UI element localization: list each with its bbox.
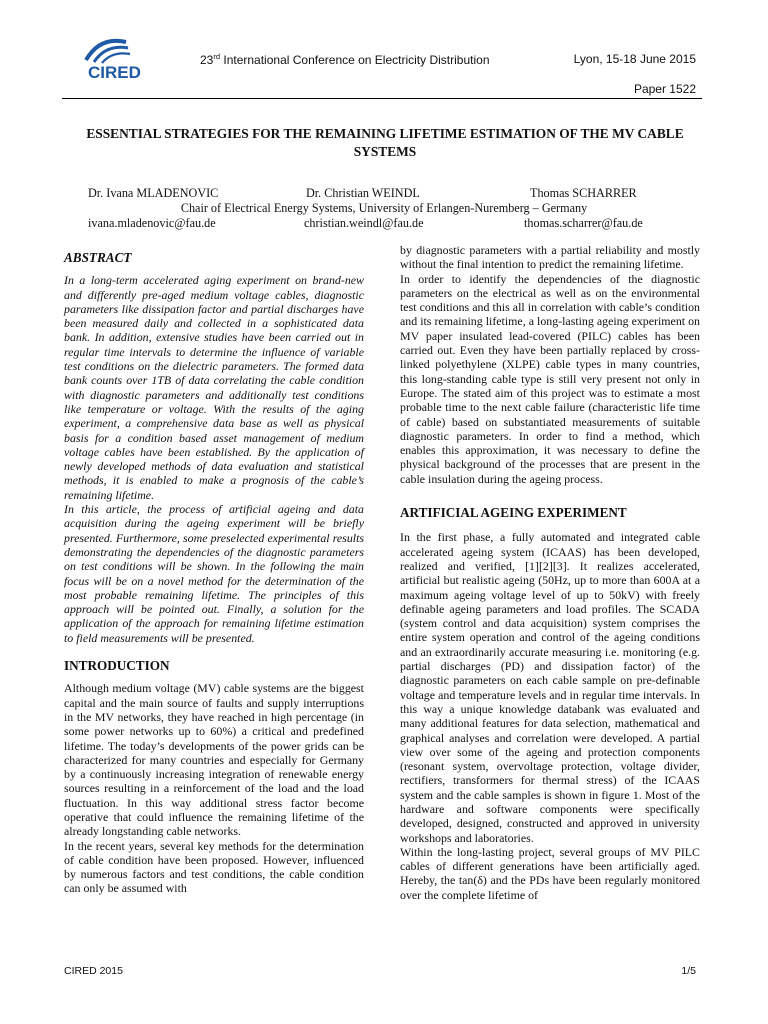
- introduction-paragraph: In the recent years, several key methods for the determination of cable condition have been proposed. However, influenced by numerous factors and test conditions, the cable condition can only be assumed with: [64, 838, 364, 896]
- conference-ordinal: 23: [200, 53, 214, 67]
- abstract-paragraph: In a long-term accelerated aging experiment on brand-new and differently pre-aged medium voltage cables, diagnostic parameters like dissipation factor and partial discharges have been measured daily and collected in a sophisticated data bank. In addition, extensive studies have been carried out in regular time intervals to determine the influence of variable test conditions on the dielectric parameters. The formed data bank counts over 1TB of data correlating the cable condition with diagnostic parameters and additionally test conditions like temperature or voltage. With the results of the aging experiment, a comprehensive data base as well as physical basis for a condition based asset management of medium voltage cables have been established. By the application of newly developed methods of data evaluation and statistical methods, it is enabled to make a prognosis of the cable’s remaining lifetime.: [64, 273, 364, 502]
- conference-ordinal-suffix: rd: [213, 52, 221, 61]
- conference-title: [200, 52, 490, 67]
- page-number: 1/5: [681, 965, 696, 977]
- author-email: thomas.scharrer@fau.de: [524, 216, 643, 230]
- conference-location-date: Lyon, 15-18 June 2015: [573, 52, 696, 66]
- introduction-heading: INTRODUCTION: [64, 658, 170, 674]
- introduction-paragraph: In order to identify the dependencies of the diagnostic parameters on the electrical as well as on the environmental test conditions and this all in correlation with cable’s condition and its remaining lifetime, a long-lasting ageing experiment on MV paper insulated lead-covered (PILC) cables has been carried out. Even they have been partially replaced by cross-linked polyethylene (XLPE) cable types in many countries, this long-standing cable type is still very present not only in Europe. The stated aim of this project was to estimate a most probable time to the next cable failure (characteristic life time of cable) based on substantiated measurements of suitable diagnostic parameters. In order to find a method, which enables this approximation, it was necessary to define the physical background of the processes that are present in the cable insulation during the ageing process.: [400, 271, 700, 486]
- introduction-paragraph: Although medium voltage (MV) cable systems are the biggest capital and the main source of faults and supply interruptions in the MV networks, they have reached in high percentage (in some power networks up to 60%) a critical and predefined lifetime. The today’s developments of the power grids can be characterized for many countries and especially for Germany by a continuously increasing integration of renewable energy sources resulting in a reinforcement of the load and the load fluctuation. In this way additional stress factor become operative that could influence the remaining lifetime of the already longstanding cable networks.: [64, 681, 364, 839]
- abstract-heading: ABSTRACT: [64, 250, 132, 265]
- author-email: ivana.mladenovic@fau.de: [88, 216, 216, 230]
- paper-title: ESSENTIAL STRATEGIES FOR THE REMAINING LIFETIME ESTIMATION OF THE MV CABLE SYSTEMS: [86, 126, 684, 159]
- conference-name: International Conference on Electricity Distribution: [220, 53, 490, 67]
- author-name: Dr. Christian WEINDL: [306, 186, 420, 200]
- introduction-paragraph: by diagnostic parameters with a partial reliability and mostly without the final intention to predict the remaining lifetime.: [400, 243, 700, 272]
- ageing-experiment-paragraph: Within the long-lasting project, several groups of MV PILC cables of different generations have been artificially aged. Hereby, the tan(δ) and the PDs have been regularly monitored over the complete lifetime of: [400, 844, 700, 902]
- abstract-paragraph: In this article, the process of artificial ageing and data acquisition during the ageing experiment will be briefly presented. Furthermore, some preselected experimental results demonstrating the dependencies of the diagnostic parameters on test conditions will be shown. In the following the main focus will be on a novel method for the determination of the most probable remaining lifetime. The principles of this approach will be pointed out. Finally, a solution for the application of the approach for remaining lifetime estimation to field measurements will be presented.: [64, 502, 364, 645]
- author-name: Dr. Ivana MLADENOVIC: [88, 186, 219, 200]
- header-rule: [62, 98, 702, 99]
- cired-logo-arcs-icon: [80, 36, 160, 82]
- footer-conference: CIRED 2015: [64, 965, 123, 977]
- ageing-experiment-paragraph: In the first phase, a fully automated and integrated cable accelerated ageing system (ICAAS) has been developed, realized and verified, [1][2][3]. It realizes accelerated, artificial but realistic ageing (50Hz, up to more than 600A at a maximum ageing voltage level of up to 50kV) with freely definable ageing parameters and load profiles. The SCADA (system control and data acquisition) system comprises the entire system operation and control of the ageing conditions and an extraordinarily accurate measuring i.e. monitoring (e.g. partial discharges (PD) and dissipation factor) of the diagnostic parameters on each cable sample on pre-definable voltage and temperature levels and in regular time intervals. In this way a unique knowledge databank was evaluated and many additional features for data selection, mathematical and graphical analyses and correlation were developed. A partial view over some of the ageing and protection components (resonant system, overvoltage protection, voltage divider, rectifiers, transformers for thermal stress) of the ICAAS system and the cable samples is shown in figure 1. Most of the hardware and software components were specifically developed, designed, constructed and approved in university workshops and laboratories.: [400, 530, 700, 845]
- author-name: Thomas SCHARRER: [530, 186, 637, 200]
- cired-logo: [80, 36, 160, 82]
- right-column: [400, 243, 700, 902]
- paper-number: Paper 1522: [633, 82, 696, 96]
- left-column: [64, 243, 364, 896]
- affiliation: Chair of Electrical Energy Systems, University of Erlangen-Nuremberg – Germany: [180, 201, 588, 215]
- ageing-experiment-heading: ARTIFICIAL AGEING EXPERIMENT: [400, 505, 627, 521]
- logo-text: CIRED: [88, 63, 141, 82]
- author-email: christian.weindl@fau.de: [304, 216, 424, 230]
